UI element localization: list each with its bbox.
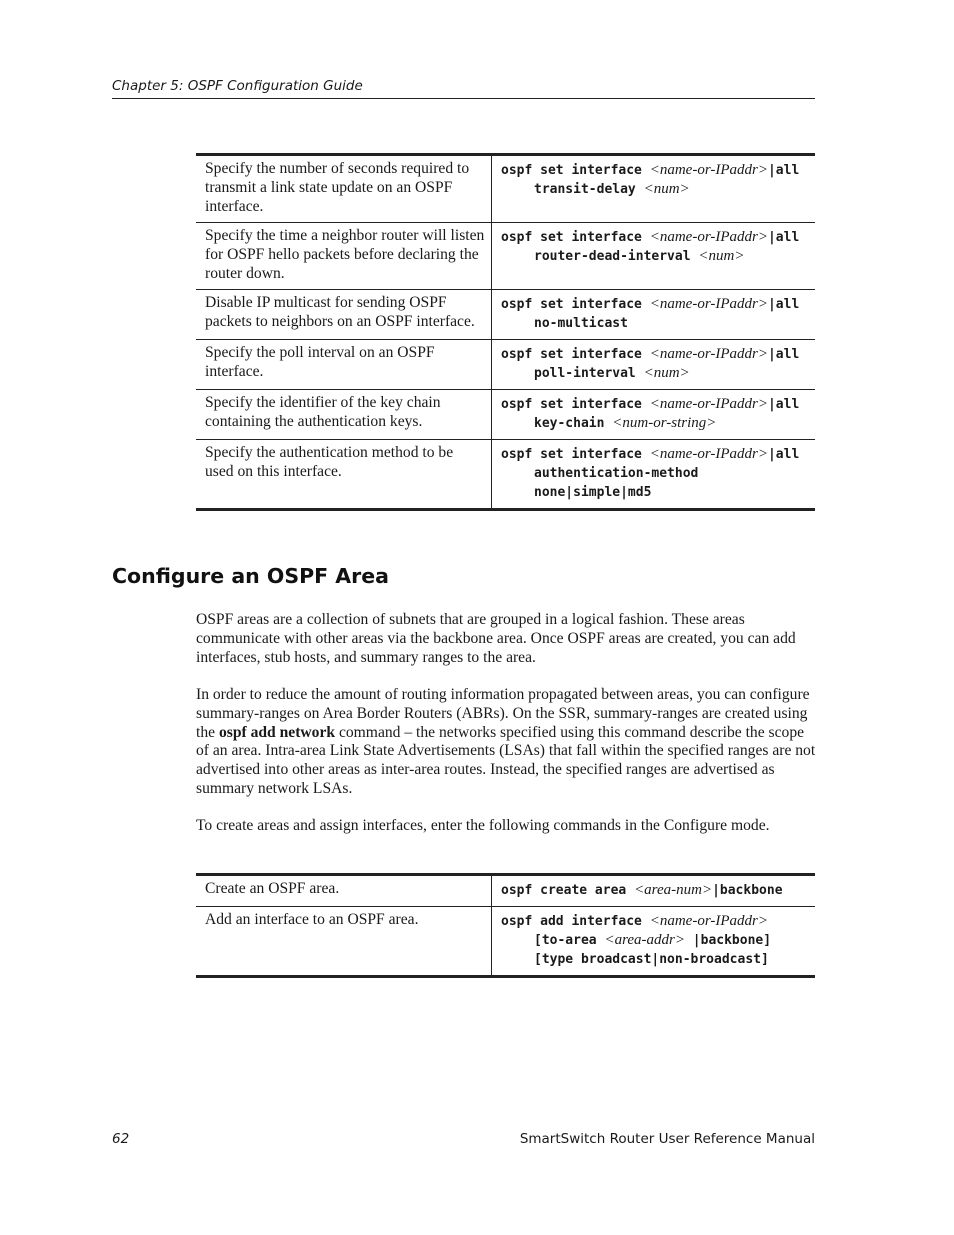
row-description: Specify the time a neighbor router will listen for OSPF hello packets before declaring the router down. [196,223,492,290]
table-row [196,155,815,223]
table-row [196,390,815,440]
body-paragraph: In order to reduce the amount of routing information propagated between areas, you can configure summary-ranges on Area Border Routers (ABRs). On the SSR, summary-ranges are created using the ospf add network command – the networks specified using this command describe the scope of an area. Intra-area Link State Advertisements (LSAs) that fall within the specified ranges are not advertised into other areas as inter-area routes. Instead, the specified ranges are advertised as summary network LSAs. [196,686,816,797]
row-description: Specify the number of seconds required to transmit a link state update on an OSPF interface. [196,155,492,223]
interface-settings-table [196,153,815,511]
table-row [196,223,815,290]
row-description: Specify the authentication method to be used on this interface. [196,440,492,510]
table-row [196,440,815,510]
area-commands-table [196,873,815,978]
row-description: Disable IP multicast for sending OSPF packets to neighbors on an OSPF interface. [196,290,492,340]
row-command: ospf add interface <name-or-IPaddr> [to-area <area-addr> |backbone] [type broadcast|non-broadcast] [501,913,772,967]
chapter-title: Chapter 5: OSPF Configuration Guide [112,78,363,94]
table-row [196,340,815,390]
section-heading: Configure an OSPF Area [112,564,389,588]
manual-title: SmartSwitch Router User Reference Manual [519,1131,815,1147]
row-command: ospf set interface <name-or-IPaddr>|all poll-interval <num> [492,340,816,390]
body-paragraph: To create areas and assign interfaces, enter the following commands in the Configure mode. [196,817,770,834]
row-command: ospf set interface <name-or-IPaddr>|all key-chain <num-or-string> [492,390,816,440]
row-description: Add an interface to an OSPF area. [196,907,492,977]
command-reference: ospf add network [218,723,336,741]
page-number: 62 [112,1131,130,1147]
table-row [196,290,815,340]
row-command: ospf set interface <name-or-IPaddr>|all no-multicast [492,290,816,340]
row-command: ospf set interface <name-or-IPaddr>|all transit-delay <num> [492,155,816,223]
row-command: ospf set interface <name-or-IPaddr>|all authentication-method none|simple|md5 [501,446,800,500]
row-description: Create an OSPF area. [196,875,492,907]
row-command: ospf set interface <name-or-IPaddr>|all router-dead-interval <num> [492,223,816,290]
row-command: ospf create area <area-num>|backbone [492,875,816,907]
body-paragraph: OSPF areas are a collection of subnets that are grouped in a logical fashion. These areas communicate with other areas via the backbone area. Once OSPF areas are created, you can add interfaces, stub hosts, and summary ranges to the area. [196,611,796,666]
table-row [196,907,815,977]
row-description: Specify the identifier of the key chain containing the authentication keys. [196,390,492,440]
row-description: Specify the poll interval on an OSPF interface. [196,340,492,390]
running-header [112,78,815,99]
table-row [196,875,815,907]
